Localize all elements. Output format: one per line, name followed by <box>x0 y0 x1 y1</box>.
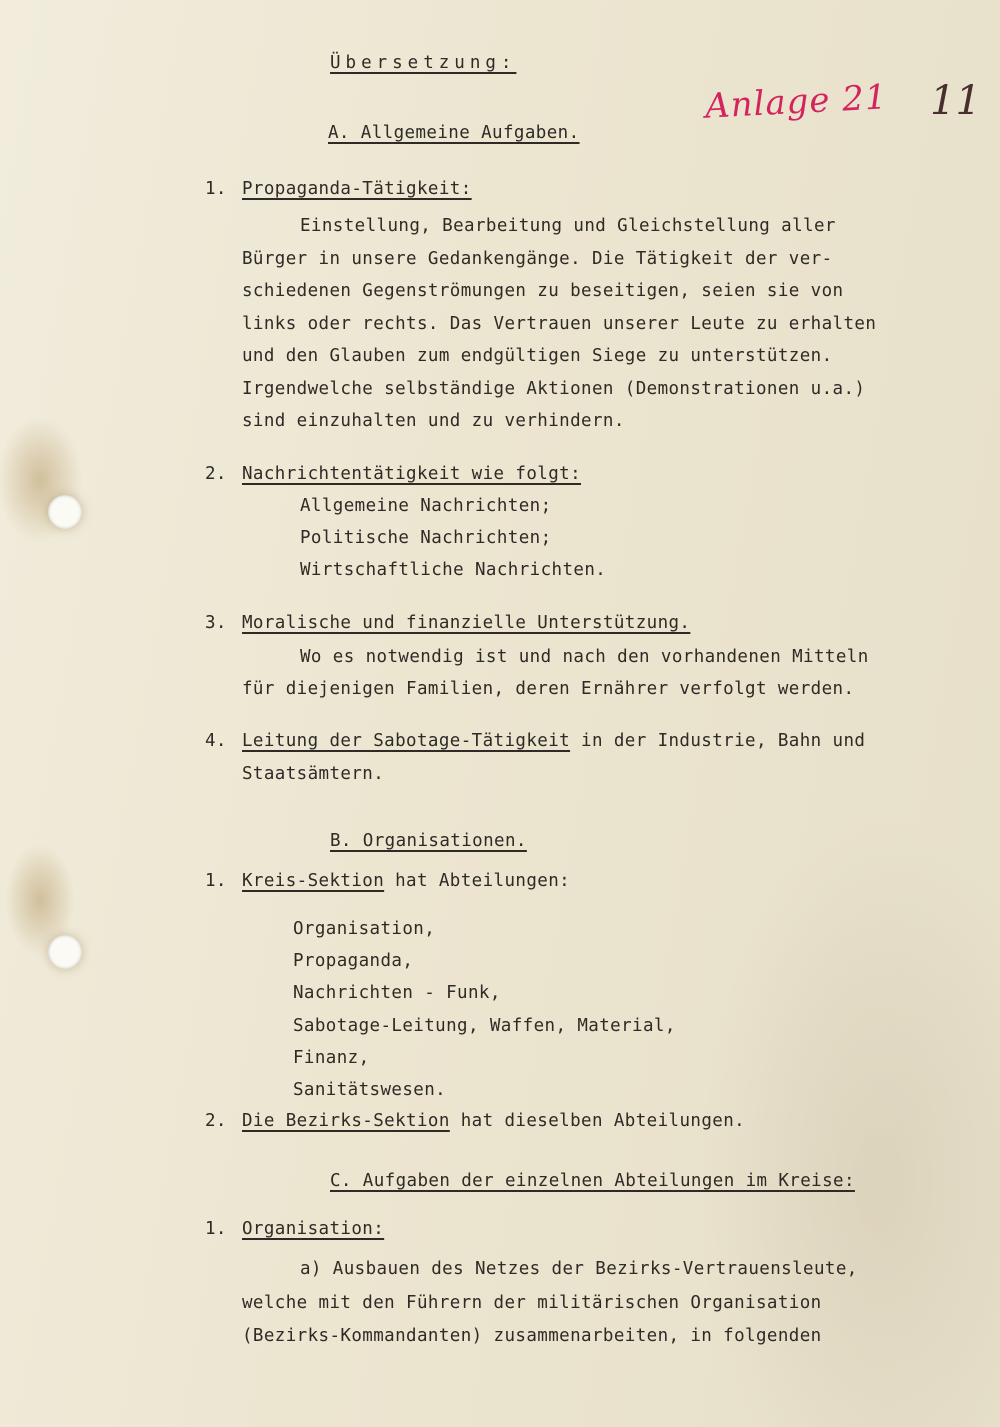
body-line: Bürger in unsere Gedankengänge. Die Tätigkeit der ver- <box>242 249 833 269</box>
document-title: Übersetzung: <box>330 53 517 73</box>
section-c-heading: C. Aufgaben der einzelnen Abteilungen im Kreise: <box>330 1171 855 1191</box>
body-line: Irgendwelche selbständige Aktionen (Demonstrationen u.a.) <box>242 379 866 399</box>
item-heading: Leitung der Sabotage-Tätigkeit <box>242 731 571 751</box>
item-number: 2. <box>205 464 227 484</box>
body-line: Wo es notwendig ist und nach den vorhandenen Mitteln <box>300 647 869 667</box>
item-text <box>242 730 865 752</box>
body-line: Einstellung, Bearbeitung und Gleichstellung aller <box>300 216 836 236</box>
item-heading-rest: hat Abteilungen: <box>384 871 571 891</box>
item-number: 1. <box>205 179 227 199</box>
item-number: 1. <box>205 1219 227 1239</box>
item-heading: Propaganda-Tätigkeit: <box>242 179 472 199</box>
item-heading: Die Bezirks-Sektion <box>242 1111 450 1131</box>
body-line: für diejenigen Familien, deren Ernährer verfolgt werden. <box>242 679 855 699</box>
item-text <box>242 870 570 892</box>
item-heading: Kreis-Sektion <box>242 871 385 891</box>
item-heading-rest: hat dieselben Abteilungen. <box>449 1111 746 1131</box>
section-b-heading: B. Organisationen. <box>330 831 527 851</box>
body-line: links oder rechts. Das Vertrauen unserer Leute zu erhalten <box>242 314 877 334</box>
body-line: sind einzuhalten und zu verhindern. <box>242 411 625 431</box>
item-number: 2. <box>205 1111 227 1131</box>
handwritten-annotation: Anlage 21 <box>704 77 889 127</box>
list-line: Organisation, <box>293 919 436 939</box>
item-number: 1. <box>205 871 227 891</box>
list-line: Wirtschaftliche Nachrichten. <box>300 560 607 580</box>
body-line: Staatsämtern. <box>242 764 385 784</box>
list-line: Nachrichten - Funk, <box>293 983 501 1003</box>
item-heading: Organisation: <box>242 1219 385 1239</box>
list-line: Allgemeine Nachrichten; <box>300 496 552 516</box>
body-line: (Bezirks-Kommandanten) zusammenarbeiten, in folgenden <box>242 1326 822 1346</box>
body-line: und den Glauben zum endgültigen Siege zu unterstützen. <box>242 346 833 366</box>
item-number: 4. <box>205 731 227 751</box>
item-heading: Nachrichtentätigkeit wie folgt: <box>242 464 582 484</box>
list-line: Sabotage-Leitung, Waffen, Material, <box>293 1016 676 1036</box>
list-line: Finanz, <box>293 1048 370 1068</box>
section-a-heading: A. Allgemeine Aufgaben. <box>328 123 580 143</box>
body-line: welche mit den Führern der militärischen Organisation <box>242 1293 822 1313</box>
list-line: Politische Nachrichten; <box>300 528 552 548</box>
item-heading-rest: in der Industrie, Bahn und <box>570 731 866 751</box>
punch-hole <box>48 935 82 969</box>
list-line: Sanitätswesen. <box>293 1080 447 1100</box>
list-line: Propaganda, <box>293 951 414 971</box>
item-text <box>242 1110 745 1132</box>
punch-hole <box>48 495 82 529</box>
item-number: 3. <box>205 613 227 633</box>
handwritten-page-number: 11 <box>930 78 981 124</box>
body-line: a) Ausbauen des Netzes der Bezirks-Vertrauensleute, <box>300 1259 858 1279</box>
body-line: schiedenen Gegenströmungen zu beseitigen, seien sie von <box>242 281 844 301</box>
item-heading: Moralische und finanzielle Unterstützung. <box>242 613 691 633</box>
